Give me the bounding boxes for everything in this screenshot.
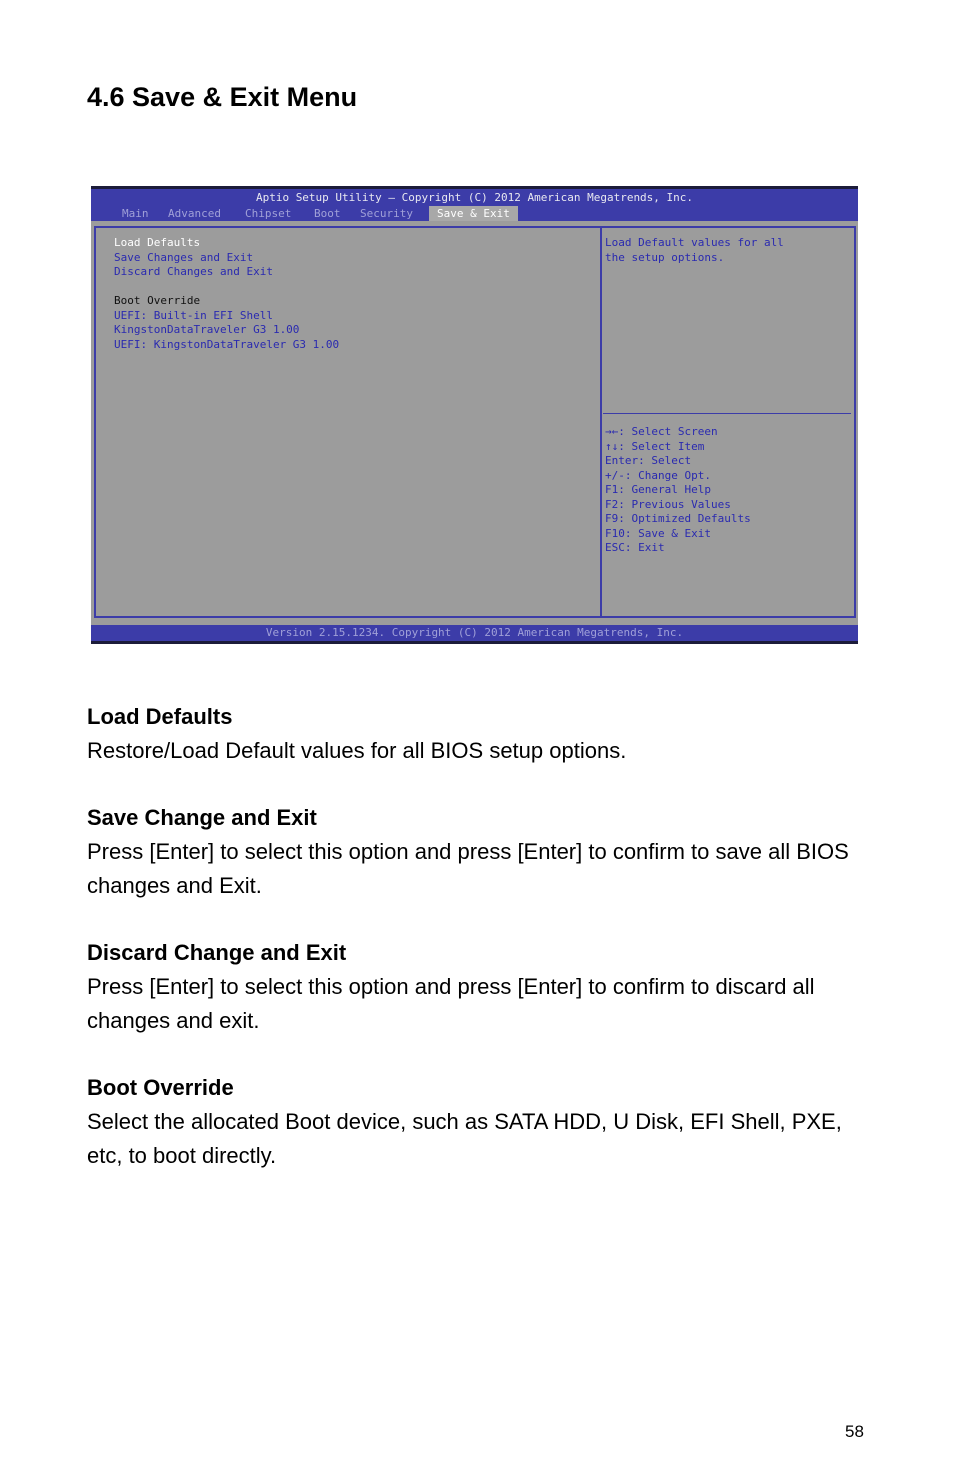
bios-tab-bar <box>91 206 858 221</box>
tab-save-exit[interactable]: Save & Exit <box>429 206 518 221</box>
key-enter-select: Enter: Select <box>605 454 692 467</box>
key-optimized-defaults: F9: Optimized Defaults <box>605 512 751 525</box>
bios-bottom-edge <box>91 641 858 644</box>
key-select-screen: →←: Select Screen <box>605 425 718 438</box>
menu-boot-override-label: Boot Override <box>114 294 201 307</box>
section-title-discard-change: Discard Change and Exit <box>87 940 347 965</box>
menu-save-changes[interactable]: Save Changes and Exit <box>114 250 254 264</box>
section-text-load-defaults: Restore/Load Default values for all BIOS setup options. <box>87 738 627 763</box>
bios-help-separator <box>603 413 851 414</box>
section-title-save-change: Save Change and Exit <box>87 805 317 830</box>
boot-option-kingston[interactable]: KingstonDataTraveler G3 1.00 <box>114 323 300 336</box>
key-select-item: ↑↓: Select Item <box>605 439 705 453</box>
key-save-exit: F10: Save & Exit <box>605 526 711 540</box>
tab-advanced[interactable]: Advanced <box>168 207 221 220</box>
page-heading: 4.6 Save & Exit Menu <box>87 82 358 112</box>
tab-chipset[interactable]: Chipset <box>245 207 292 220</box>
menu-load-defaults[interactable]: Load Defaults <box>114 236 201 249</box>
help-text-line-1: Load Default values for all <box>605 236 784 249</box>
bios-panel-divider <box>600 226 602 618</box>
section-text-save-change: Press [Enter] to select this option and press [Enter] to confirm to save all BIOS changes and Exit. <box>87 839 849 898</box>
section-title-boot-override: Boot Override <box>87 1075 234 1100</box>
page-number: 58 <box>845 1422 864 1441</box>
section-text-discard-change: Press [Enter] to select this option and press [Enter] to confirm to discard all changes and exit. <box>87 974 815 1033</box>
tab-boot[interactable]: Boot <box>314 207 341 220</box>
bios-footer-bar: Version 2.15.1234. Copyright (C) 2012 American Megatrends, Inc. <box>91 625 858 641</box>
key-esc-exit: ESC: Exit <box>605 541 665 554</box>
help-text-line-2: the setup options. <box>605 250 725 264</box>
menu-discard-changes[interactable]: Discard Changes and Exit <box>114 265 273 278</box>
section-text-boot-override: Select the allocated Boot device, such as SATA HDD, U Disk, EFI Shell, PXE, etc, to boot directly. <box>87 1109 842 1168</box>
section-title-load-defaults: Load Defaults <box>87 704 233 729</box>
tab-main[interactable]: Main <box>122 207 149 220</box>
key-previous-values: F2: Previous Values <box>605 497 731 511</box>
key-change-opt: +/-: Change Opt. <box>605 468 711 482</box>
bios-main-frame <box>94 226 856 618</box>
boot-option-efi-shell[interactable]: UEFI: Built-in EFI Shell <box>114 308 273 322</box>
key-general-help: F1: General Help <box>605 483 711 496</box>
bios-title-bar: Aptio Setup Utility – Copyright (C) 2012 American Megatrends, Inc. <box>91 189 858 206</box>
boot-option-uefi-kingston[interactable]: UEFI: KingstonDataTraveler G3 1.00 <box>114 337 340 351</box>
tab-security[interactable]: Security <box>360 207 413 220</box>
bios-screenshot <box>91 186 858 644</box>
